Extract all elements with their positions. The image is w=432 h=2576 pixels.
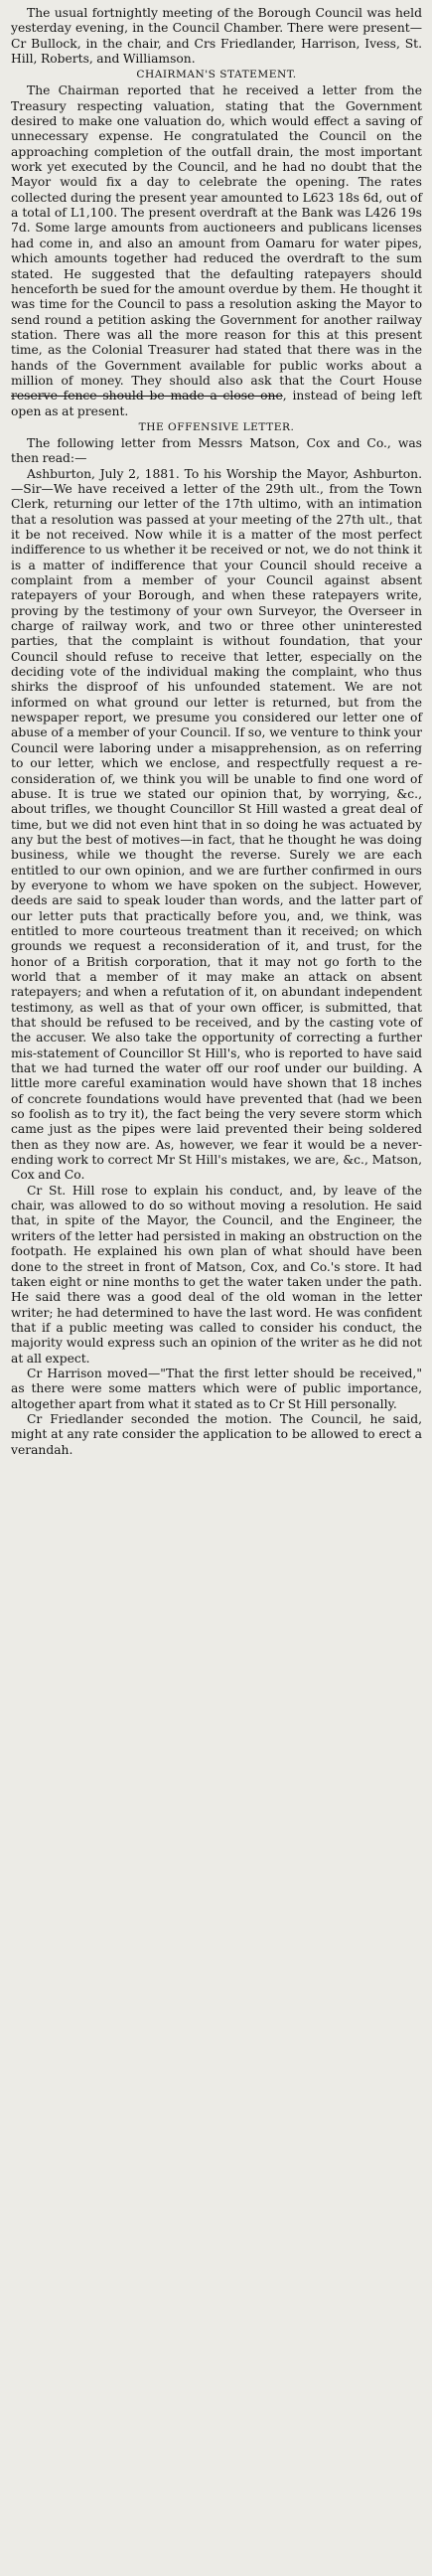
chairman-report-text-end: , instead of being left open as at present. (11, 389, 422, 418)
chairman-report-text: The Chairman reported that he received a letter from the Treasury respecting valuation, stating that the Government desired to make one valuation do, which would effect a saving of unnecessary expense. He congratulated the Council on the approaching completion of the outfall drain, the most important work yet executed by the Council, and he had no doubt that the Mayor would fix a day to celebrate the opening. The rates collected during the present year amounted to L623 18s 6d, out of a total of L1,100. The present overdraft at the Bank was L426 19s 7d. Some large amounts from auctioneers and publicans licenses had come in, and also an amount from Oamaru for water pipes, which amounts together had reduced the overdraft to the sum stated. He suggested that the defaulting ratepayers should henceforth be sued for the amount overdue by them. He thought it was time for the Council to pass a resolution asking the Mayor to send round a petition asking the Government for another railway station. There was all the more reason for this at this present time, as the Colonial Treasurer had stated that there was in the hands of the Government available for public works about a million of money. They should also ask that the Court House (11, 83, 422, 388)
letter-body-paragraph: Ashburton, July 2, 1881. To his Worship the Mayor, Ashburton.—Sir—We have received a letter of the 29th ult., from the Town Clerk, returning our letter of the 17th ultimo, with an intimation that a resolution was passed at your meeting of the 27th ult., that it be not received. Now while it is a matter of the most perfect indifference to us whether it be received or not, we do not think it is a matter of indifference that your Council should receive a complaint from a member of your Council against absent ratepayers of your Borough, and when these ratepayers write, proving by the testimony of your own Surveyor, the Overseer in charge of railway work, and two or three other uninterested parties, that the complaint is without foundation, that your Council should refuse to receive that letter, especially on the deciding vote of the individual making the complaint, who thus shirks the disproof of his unfounded statement. We are not informed on what ground our letter is returned, but from the newspaper report, we presume you considered our letter one of abuse of a member of your Council. If so, we venture to think your Council were laboring under a misapprehension, as on referring to our letter, which we enclose, and respectfully request a re-consideration of, we think you will be unable to find one word of abuse. It is true we stated our opinion that, by worrying, &c., about trifles, we thought Councillor St Hill wasted a great deal of time, but we did not even hint that in so doing he was actuated by any but the best of motives—in fact, that he thought he was doing business, while we thought the reverse. Surely we are each entitled to our own opinion, and we are further confirmed in ours by everyone to whom we have spoken on the subject. However, deeds are said to speak louder than words, and the latter part of our letter puts that practically before you, and, we think, was entitled to more courteous treatment than it received; on which grounds we request a reconsideration of it, and trust, for the honor of a British corporation, that it may not go forth to the world that a member of it may make an attack on absent ratepayers; and when a refutation of it, on abundant independent testimony, as well as that of your own officer, is submitted, that that should be refused to be received, and by the casting vote of the accuser. We also take the opportunity of correcting a further mis-statement of Councillor St Hill's, who is reported to have said that we had turned the water off our roof under our building. A little more careful examination would have shown that 18 inches of concrete foundations would have prevented that (had we been so foolish as to try it), the fact being the very severe storm which came just as the pipes were laid prevented their being soldered then as they now are. As, however, we fear it would be a never-ending work to correct Mr St Hill's mistakes, we are, &c., Matson, Cox and Co. (11, 466, 422, 1183)
st-hill-response-paragraph: Cr St. Hill rose to explain his conduct, and, by leave of the chair, was allowed to do so without moving a resolution. He said that, in spite of the Mayor, the Council, and the Engineer, the writers of the letter had persisted in making an obstruction on the footpath. He explained his own plan of what should have been done to the street in front of Matson, Cox, and Co.'s store. It had taken eight or nine months to get the water taken under the path. He said there was a good deal of the old woman in the letter writer; he had determined to have the last word. He was confident that if a public meeting was called to consider his conduct, the majority would express such an opinion of the writer as he did not at all expect. (11, 1183, 422, 1366)
friedlander-seconding-paragraph: Cr Friedlander seconded the motion. The Council, he said, might at any rate consider the application to be allowed to erect a verandah. (11, 1411, 422, 1457)
struck-through-text: reserve fence should be made a close one (11, 389, 283, 403)
intro-paragraph: The usual fortnightly meeting of the Borough Council was held yesterday evening, in the Council Chamber. There were present—Cr Bullock, in the chair, and Crs Friedlander, Harrison, Ivess, St. Hill, Roberts, and Williamson. (11, 6, 422, 67)
section-heading-chairmans-statement: CHAIRMAN'S STATEMENT. (136, 69, 297, 81)
section-heading-offensive-letter: THE OFFENSIVE LETTER. (138, 420, 295, 433)
chairman-report-paragraph (11, 83, 422, 419)
letter-intro-paragraph: The following letter from Messrs Matson, Cox and Co., was then read:— (11, 435, 422, 466)
harrison-motion-paragraph: Cr Harrison moved—"That the first letter should be received," as there were some matters which were of public importance, altogether apart from what it stated as to Cr St Hill personally. (11, 1366, 422, 1411)
